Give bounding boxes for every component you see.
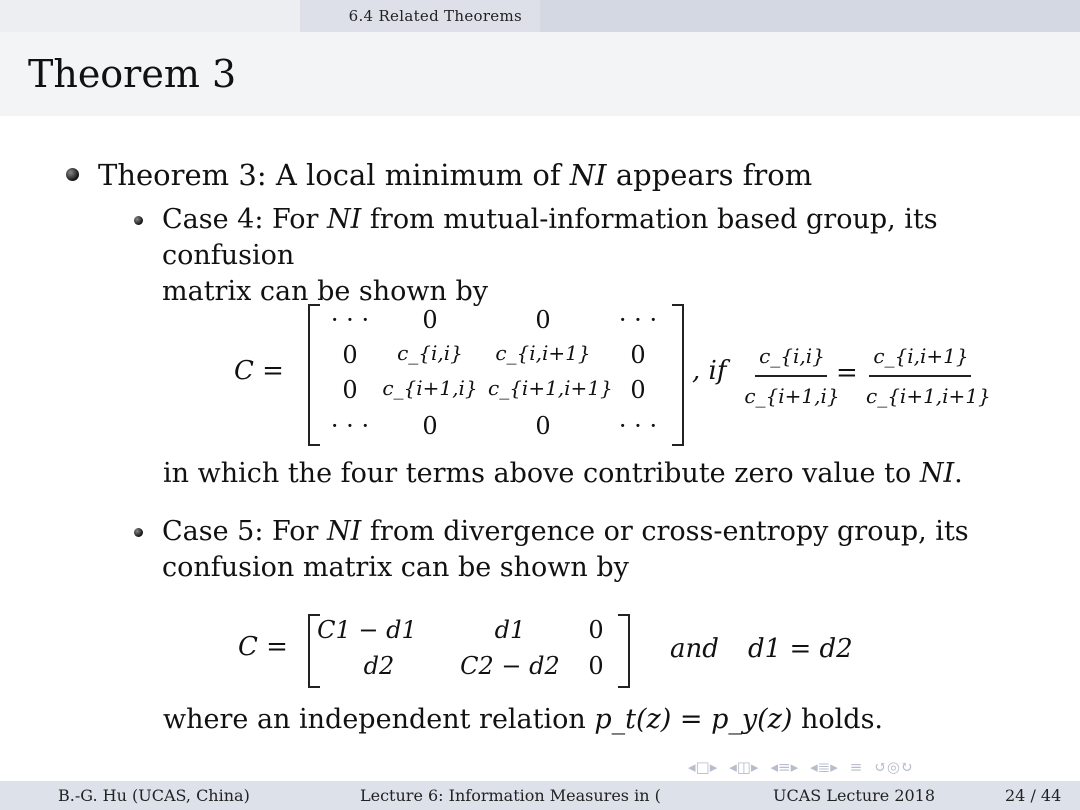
section-navigation — [0, 0, 540, 32]
case4-item — [134, 202, 1052, 310]
condition-if: , if — [692, 356, 727, 386]
case4-suffix: from mutual-information based group, its confusion — [162, 204, 938, 271]
matrix-cell: c_{i,i} — [397, 341, 463, 365]
matrix-cell: 0 — [535, 306, 551, 334]
section-link[interactable]: 6.4 Related Theorems — [348, 7, 522, 25]
matrix-cell: 0 — [342, 341, 358, 369]
conclusion-prefix: where an independent relation — [163, 704, 595, 735]
matrix-cell: 0 — [422, 306, 438, 334]
matrix-cell: · · · — [330, 306, 370, 334]
matrix-cell: d1 — [494, 616, 526, 644]
matrix-cell: c_{i,i+1} — [495, 341, 591, 365]
nav-subsection-icon[interactable]: ◂≡▸ — [770, 758, 799, 776]
frame-title: Theorem 3 — [28, 52, 237, 96]
theorem-item — [66, 158, 812, 192]
matrix-cell: 0 — [630, 341, 646, 369]
nav-section-icon[interactable]: ◂≣▸ — [810, 758, 838, 776]
case5-line2: confusion matrix can be shown by — [162, 552, 629, 583]
fraction-bar — [869, 375, 971, 377]
theorem-text — [98, 158, 812, 192]
footer-page-number: 24 / 44 — [1005, 786, 1062, 805]
theorem-prefix: Theorem 3: A local minimum of — [98, 158, 570, 192]
conclusion-prefix: in which the four terms above contribute zero value to — [163, 458, 920, 489]
nav-search-icon[interactable]: ↺◎↻ — [874, 758, 913, 776]
conclusion-suffix: . — [954, 458, 963, 489]
matrix-cell: 0 — [422, 412, 438, 440]
fraction-denominator: c_{i+1,i+1} — [866, 384, 991, 408]
equals-sign: = — [836, 358, 858, 388]
matrix-cell: · · · — [618, 412, 658, 440]
slide-content — [0, 116, 1080, 780]
matrix-cell: d2 — [363, 652, 395, 680]
nav-frame-icon[interactable]: ◂◫▸ — [729, 758, 759, 776]
conclusion-suffix: holds. — [792, 704, 884, 735]
case4-text — [162, 202, 1052, 310]
matrix-cell: C2 − d2 — [460, 652, 560, 680]
footer-author: B.-G. Hu (UCAS, China) — [58, 786, 250, 805]
case5-item — [134, 514, 1052, 586]
fraction-bar — [755, 375, 827, 377]
nav-first-icon[interactable]: ◂□▸ — [688, 758, 718, 776]
footer-bar — [0, 781, 1080, 810]
subsection-navigation — [540, 0, 1080, 32]
case5-prefix: Case 5: For — [162, 516, 328, 547]
matrix-lhs: C = — [238, 632, 288, 662]
matrix-cell: 0 — [535, 412, 551, 440]
frame-title-bar — [0, 32, 1080, 116]
theorem-suffix: appears from — [606, 158, 813, 192]
nav-align-icon[interactable]: ≡ — [849, 758, 863, 776]
case5-text — [162, 514, 1052, 586]
fraction-numerator: c_{i,i+1} — [873, 344, 969, 368]
footer-title: Lecture 6: Information Measures in ( — [360, 786, 661, 805]
case4-prefix: Case 4: For — [162, 204, 328, 235]
sub-bullet-icon — [134, 528, 143, 537]
fraction-denominator: c_{i+1,i} — [744, 384, 840, 408]
math-independence: p_t(z) = p_y(z) — [594, 704, 793, 735]
matrix-cell: · · · — [330, 412, 370, 440]
footer-institute: UCAS Lecture 2018 — [773, 786, 936, 805]
matrix-cell: · · · — [618, 306, 658, 334]
math-ni: NI — [569, 158, 607, 192]
top-bar — [0, 0, 1080, 32]
case5-suffix: from divergence or cross-entropy group, its — [361, 516, 969, 547]
bullet-icon — [66, 168, 79, 181]
matrix-cell: C1 − d1 — [317, 616, 417, 644]
matrix-cell: 0 — [588, 652, 604, 680]
case4-conclusion — [163, 458, 963, 489]
condition-equation: d1 = d2 — [748, 634, 853, 664]
case4-line2: matrix can be shown by — [162, 276, 489, 307]
matrix-cell: 0 — [588, 616, 604, 644]
math-ni: NI — [327, 516, 362, 547]
matrix-cell: 0 — [630, 376, 646, 404]
case5-conclusion — [163, 704, 883, 735]
sub-bullet-icon — [134, 216, 143, 225]
fraction-numerator: c_{i,i} — [759, 344, 825, 368]
math-ni: NI — [327, 204, 362, 235]
matrix-cell: 0 — [342, 376, 358, 404]
and-word: and — [670, 634, 719, 664]
matrix-cell: c_{i+1,i+1} — [488, 376, 613, 400]
math-ni: NI — [919, 458, 955, 489]
matrix-lhs: C = — [234, 356, 284, 386]
beamer-navigation-symbols — [688, 758, 913, 776]
matrix-cell: c_{i+1,i} — [382, 376, 478, 400]
